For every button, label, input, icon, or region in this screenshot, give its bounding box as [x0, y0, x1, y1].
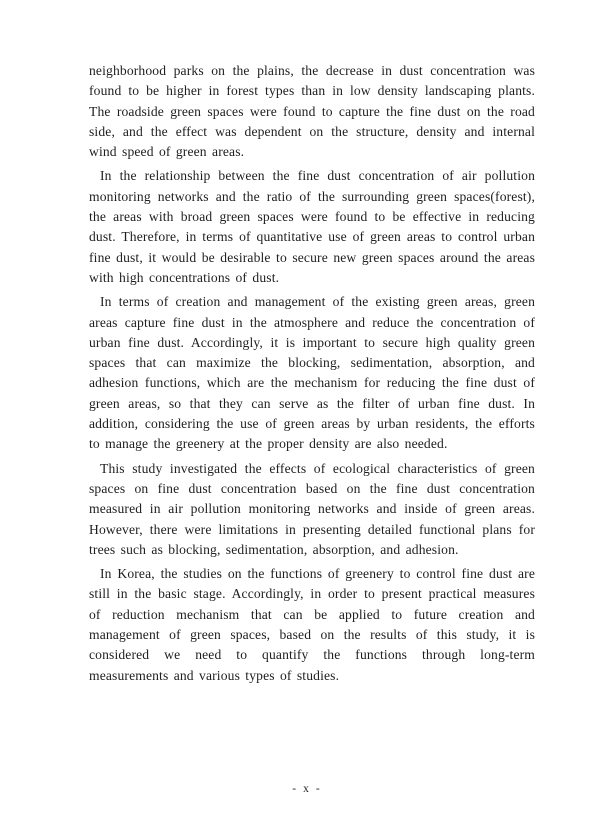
paragraph-relationship-monitoring: In the relationship between the fine dust concentration of air pollution monitoring networks and the ratio of the surrounding green spaces(forest), the areas with broad green spaces were found to be effective in reducing dust. Therefore, in terms of quantitative use of green areas to control urban fine dust, it would be desirable to secure new green spaces around the areas with high concentrations of dust. — [89, 168, 535, 285]
paragraph-study-investigated: This study investigated the effects of ecological characteristics of green spaces on fine dust concentration based on the fine dust concentration measured in air pollution monitoring networks and inside of green areas. However, there were limitations in presenting detailed functional plans for trees such as blocking, sedimentation, absorption, and adhesion. — [89, 460, 535, 557]
paragraph-continuation: neighborhood parks on the plains, the decrease in dust concentration was found to be higher in forest types than in low density landscaping plants. The roadside green spaces were found to capture the fine dust on the road side, and the effect was dependent on the structure, density and internal wind speed of green areas. — [89, 63, 535, 160]
paragraph-creation-management: In terms of creation and management of the existing green areas, green areas capture fine dust in the atmosphere and reduce the concentration of urban fine dust. Accordingly, it is important to secure high quality green spaces that can maximize the blocking, sedimentation, absorption, and adhesion functions, which are the mechanism for reducing the fine dust of green areas, so that they can serve as the filter of urban fine dust. In addition, considering the use of green areas by urban residents, the efforts to manage the greenery at the proper density are also needed. — [89, 294, 535, 452]
paragraph-korea-conclusion: In Korea, the studies on the functions of greenery to control fine dust are still in the basic stage. Accordingly, in order to present practical measures of reduction mechanism that can be applied to future creation and management of green spaces, based on the results of this study, it is considered we need to quantify the functions through long-term measurements and various types of studies. — [89, 566, 535, 683]
body-text — [89, 61, 535, 686]
page-number: - x - — [292, 783, 322, 795]
